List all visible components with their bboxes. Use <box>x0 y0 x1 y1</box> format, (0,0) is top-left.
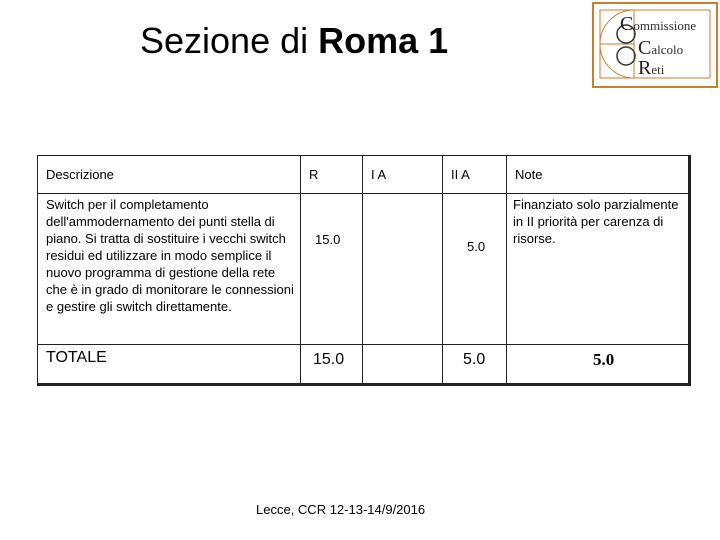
total-label: TOTALE <box>38 345 301 385</box>
header-ia: I A <box>363 156 443 194</box>
logo-line-2: Calcolo <box>638 37 684 59</box>
cell-ia <box>363 194 443 345</box>
page-title <box>140 20 448 62</box>
cell-iia: 5.0 <box>443 194 507 345</box>
total-iia: 5.0 <box>443 345 507 385</box>
title-prefix: Sezione di <box>140 20 309 61</box>
logo-line-3: Reti <box>638 57 665 79</box>
title-section-name: Roma 1 <box>318 20 449 61</box>
table-row <box>38 194 690 345</box>
total-r: 15.0 <box>301 345 363 385</box>
table-header-row <box>38 156 690 194</box>
total-row <box>38 345 690 385</box>
cell-descrizione: Switch per il completamento dell'ammodernamento dei punti stella di piano. Si tratta di sostituire i vecchi switch residui ed utilizzare in modo semplice il nuovo programma di gestione della rete che è in grado di monitorare le connessioni e gestire gli switch direttamente. <box>38 194 301 345</box>
logo-line-1: Commissione <box>620 13 697 35</box>
header-iia: II A <box>443 156 507 194</box>
ccr-logo <box>592 2 718 88</box>
budget-table <box>37 155 691 386</box>
footer-caption: Lecce, CCR 12-13-14/9/2016 <box>256 502 426 517</box>
cell-note: Finanziato solo parzialmente in II priorità per carenza di risorse. <box>507 194 690 345</box>
header-r: R <box>301 156 363 194</box>
total-ia <box>363 345 443 385</box>
header-descrizione: Descrizione <box>38 156 301 194</box>
cell-r: 15.0 <box>301 194 363 345</box>
total-note: 5.0 <box>507 345 690 385</box>
header-note: Note <box>507 156 690 194</box>
